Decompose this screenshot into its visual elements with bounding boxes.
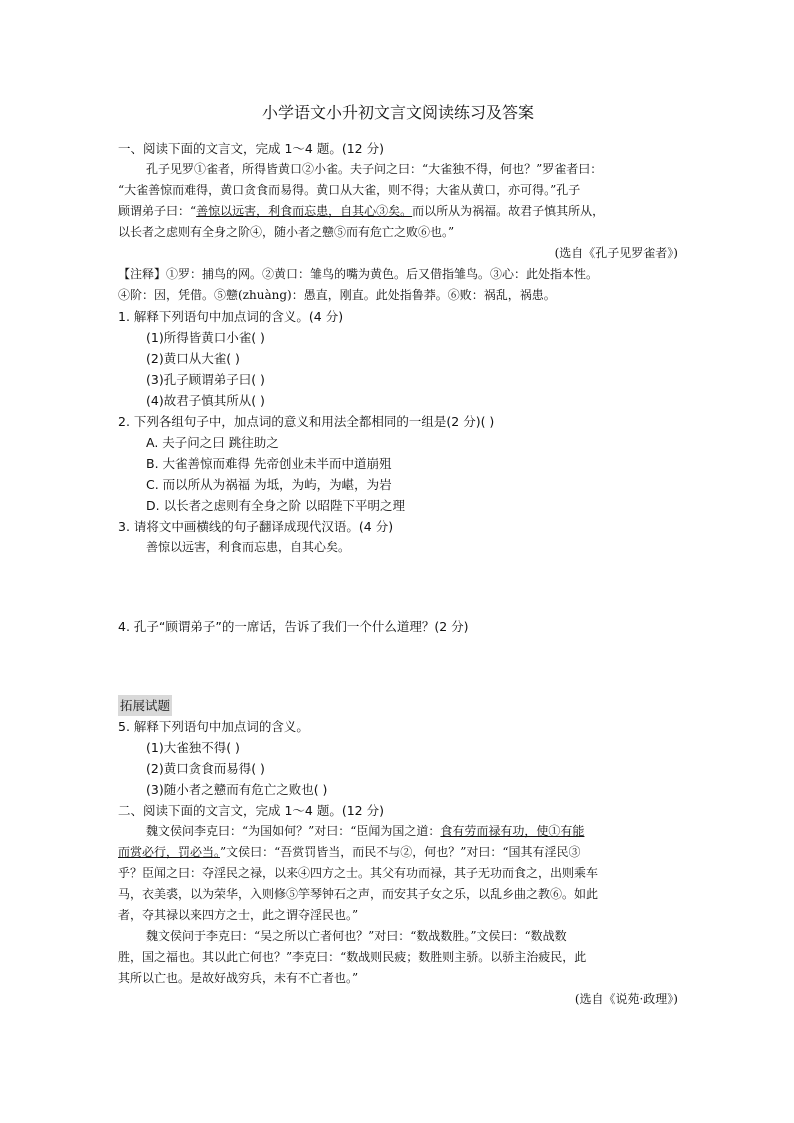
question-item: (2)黄口从大雀( ) (146, 351, 240, 366)
source-citation: (选自《说苑·政理》) (574, 992, 678, 1006)
underlined-sentence: 而赏必行，罚必当。 (118, 845, 221, 859)
passage-line: 其所以亡也。是故好战穷兵，未有不亡者也。” (118, 971, 359, 985)
question-item: (1)大雀独不得( ) (146, 740, 240, 755)
passage-line: 孔子见罗①雀者，所得皆黄口②小雀。夫子问之曰：“大雀独不得，何也？”罗雀者曰： (146, 162, 603, 176)
question-3: 3. 请将文中画横线的句子翻译成现代汉语。(4 分) (118, 519, 394, 534)
section2-heading: 二、阅读下面的文言文，完成 1～4 题。(12 分) (118, 803, 384, 818)
question-4: 4. 孔子“顾谓弟子”的一席话，告诉了我们一个什么道理？(2 分) (118, 619, 469, 634)
underlined-sentence: 食有劳而禄有功，使①有能 (440, 824, 585, 838)
option-item: D. 以长者之虑则有全身之阶 以昭陛下平明之理 (146, 498, 406, 513)
option-item: C. 而以所从为祸福 为坻，为屿，为嵁，为岩 (146, 477, 392, 492)
document-page (118, 96, 678, 1010)
option-item: A. 夫子问之曰 跳往助之 (146, 435, 279, 450)
answer-space (118, 558, 678, 616)
passage-line: 以长者之虑则有全身之阶④，随小者之戆⑤而有危亡之败⑥也。” (118, 225, 455, 239)
question-2: 2. 下列各组句子中，加点词的意义和用法全都相同的一组是(2 分)( ) (118, 414, 495, 429)
passage-line (118, 842, 678, 863)
passage-line (118, 201, 678, 222)
answer-space (118, 637, 678, 695)
passage-line: 乎？臣闻之曰：夺淫民之禄，以来④四方之士。其父有功而禄，其子无功而食之，出则乘车 (118, 866, 599, 880)
document-title: 小学语文小升初文言文阅读练习及答案 (261, 103, 534, 122)
question-item: (3)随小者之戆而有危亡之败也( ) (146, 782, 328, 797)
passage-text: 魏文侯问李克曰：“为国如何？”对曰：“臣闻为国之道： (146, 824, 441, 838)
notes-line: ④阶：因，凭借。⑤戆(zhuàng)：愚直，刚直。此处指鲁莽。⑥败：祸乱，祸患。 (118, 288, 556, 302)
passage-text: 而以所从为祸福。故君子慎其所从， (412, 204, 605, 218)
question-1: 1. 解释下列语句中加点词的含义。(4 分) (118, 309, 344, 324)
passage-line: “大雀善惊而难得，黄口贪食而易得。黄口从大雀，则不得；大雀从黄口，亦可得。”孔子 (118, 183, 581, 197)
passage-line: 魏文侯问于李克曰：“吴之所以亡者何也？”对曰：“数战数胜。”文侯曰：“数战数 (146, 929, 567, 943)
notes-line: 【注释】①罗：捕鸟的网。②黄口：雏鸟的嘴为黄色。后又借指雏鸟。③心：此处指本性。 (118, 267, 599, 281)
section1-heading: 一、阅读下面的文言文，完成 1～4 题。(12 分) (118, 141, 384, 156)
question-item: (4)故君子慎其所从( ) (146, 393, 265, 408)
passage-line: 马，衣美裘，以为荣华，入则修⑤竽琴钟石之声，而安其子女之乐，以乱乡曲之教⑥。如此 (118, 887, 599, 901)
passage-text: 顾谓弟子曰：“ (118, 204, 197, 218)
question-3-text: 善惊以远害，利食而忘患，自其心矣。 (146, 540, 351, 554)
question-item: (3)孔子顾谓弟子曰( ) (146, 372, 265, 387)
passage-line (118, 821, 678, 842)
question-item: (2)黄口贪食而易得( ) (146, 761, 265, 776)
passage-line: 者，夺其禄以来四方之士，此之谓夺淫民也。” (118, 908, 359, 922)
passage-line: 胜，国之福也。其以此亡何也？”李克曰：“数战则民疲；数胜则主骄。以骄主治疲民，此 (118, 950, 587, 964)
question-item: (1)所得皆黄口小雀( ) (146, 330, 265, 345)
passage-text: ”文侯曰：“吾赏罚皆当，而民不与②，何也？”对曰：“国其有淫民③ (220, 845, 581, 859)
source-citation: (选自《孔子见罗雀者》) (554, 246, 678, 260)
question-5: 5. 解释下列语句中加点词的含义。 (118, 719, 309, 734)
option-item: B. 大雀善惊而难得 先帝创业未半而中道崩殂 (146, 456, 392, 471)
extension-label: 拓展试题 (118, 695, 172, 716)
underlined-sentence: 善惊以远害，利食而忘患，自其心③矣。 (196, 204, 413, 218)
